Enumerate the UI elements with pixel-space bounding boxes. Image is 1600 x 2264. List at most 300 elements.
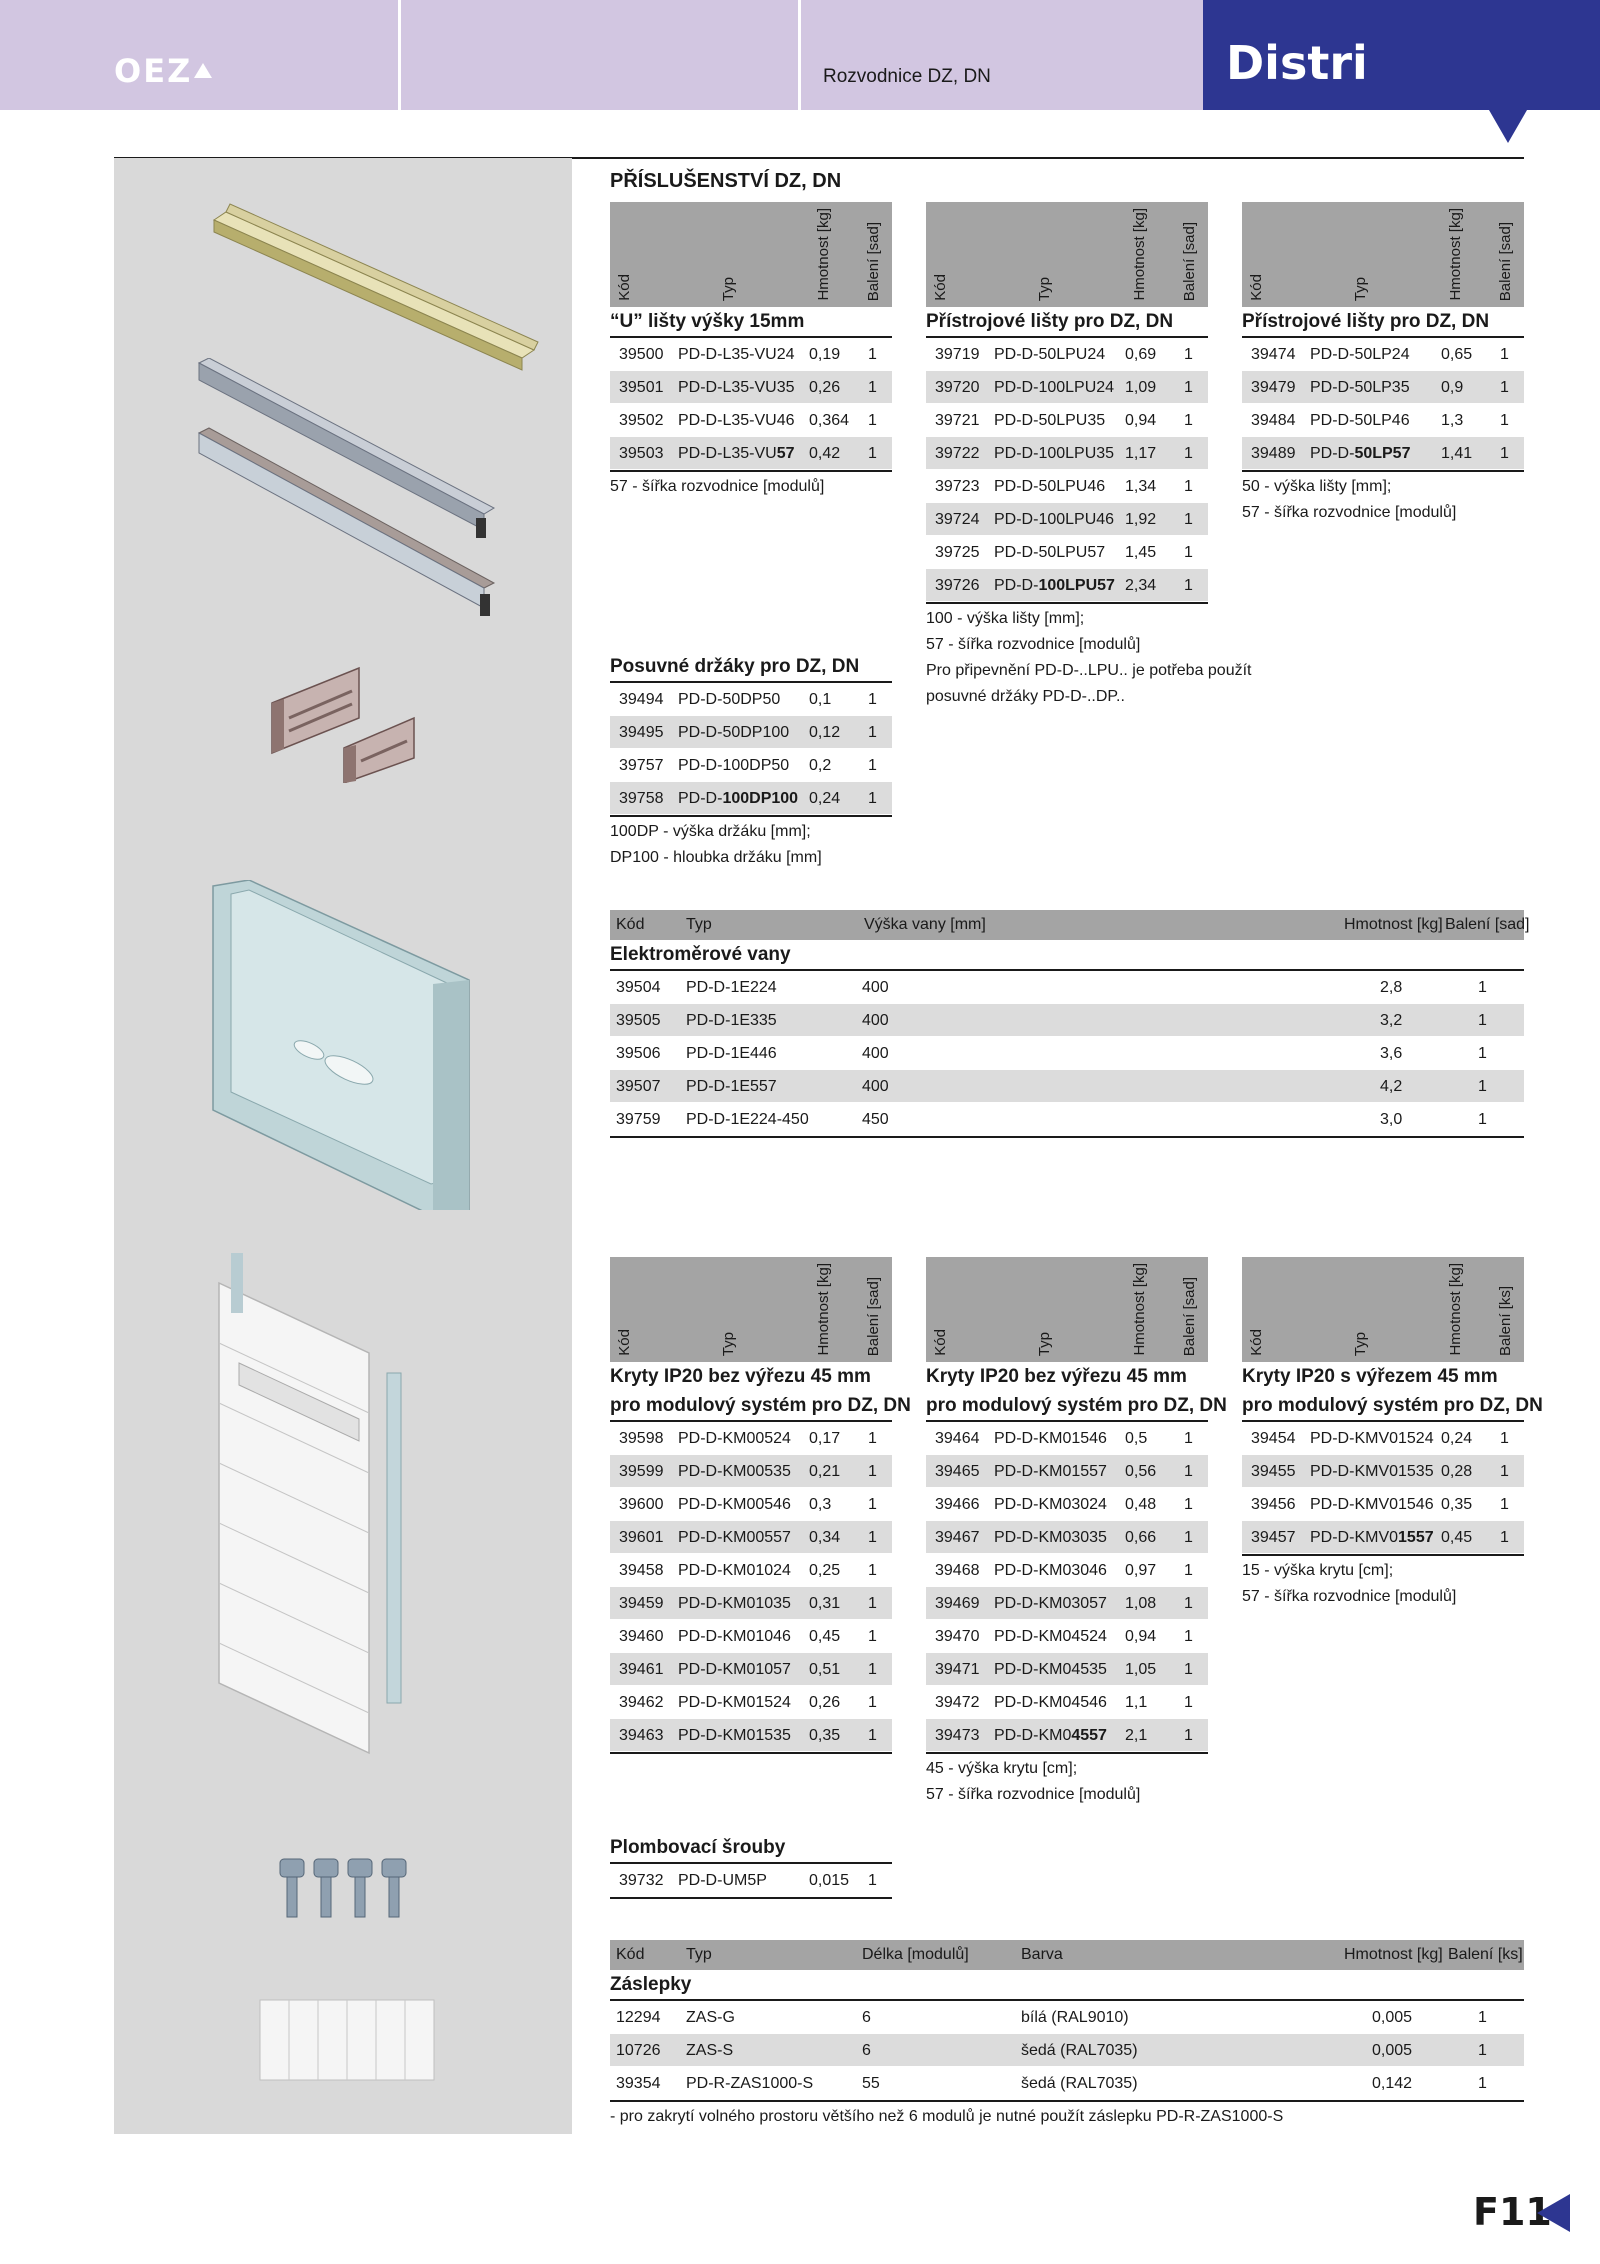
cell-hmotnost: 0,9 <box>1441 379 1464 396</box>
cell-typ: PD-D-1E335 <box>686 1012 777 1029</box>
table-row <box>610 1554 892 1587</box>
page-pointer-icon <box>1537 2194 1570 2232</box>
cell-typ <box>678 437 794 470</box>
cell-typ-highlight: 4557 <box>1071 1727 1107 1744</box>
table-row <box>926 1422 1208 1455</box>
cell-typ-prefix: PD-D-L35-VU35 <box>678 379 795 396</box>
cell-typ <box>678 1587 791 1620</box>
table-caption-line2: pro modulový systém pro DZ, DN <box>610 1391 892 1422</box>
cell-typ-prefix: PD-D-KM04524 <box>994 1628 1107 1645</box>
cell-typ-prefix: PD-D-KM01535 <box>678 1727 791 1744</box>
cell-typ <box>994 470 1105 503</box>
table-note: posuvné držáky PD-D-..DP.. <box>926 688 1125 705</box>
cell-baleni: 1 <box>1184 544 1193 561</box>
cell-typ: ZAS-G <box>686 2009 735 2026</box>
cell-kod: 39474 <box>1251 346 1296 363</box>
cell-baleni: 1 <box>868 1463 877 1480</box>
cell-baleni: 1 <box>1478 1012 1487 1029</box>
table-row <box>926 1620 1208 1653</box>
cell-kod: 39600 <box>619 1496 664 1513</box>
cell-baleni: 1 <box>868 379 877 396</box>
cell-hmotnost: 0,26 <box>809 1694 841 1711</box>
table-row <box>1242 371 1524 404</box>
cell-kod: 39601 <box>619 1529 664 1546</box>
oez-logo <box>114 52 212 90</box>
cell-baleni: 1 <box>1184 1661 1193 1678</box>
table-row <box>926 569 1208 602</box>
cell-hmotnost: 0,005 <box>1372 2009 1413 2026</box>
table-row <box>610 338 892 371</box>
cell-kod: 39495 <box>619 724 664 741</box>
cell-baleni: 1 <box>1500 346 1509 363</box>
cell-typ <box>678 1686 791 1719</box>
col-hmotnost: Hmotnost [kg] <box>1447 208 1464 301</box>
cell-typ-prefix: PD-D-KMV0 <box>1310 1529 1399 1546</box>
table-row <box>610 404 892 437</box>
cell-baleni: 1 <box>868 445 877 462</box>
cell-typ-prefix: PD-D-UM5P <box>678 1872 767 1889</box>
col-baleni: Balení [sad] <box>1445 916 1530 933</box>
table-row <box>926 1719 1208 1752</box>
table-caption: Přístrojové lišty pro DZ, DN <box>926 307 1208 338</box>
cell-typ <box>994 1422 1107 1455</box>
cell-typ: PD-D-1E224-450 <box>686 1111 809 1128</box>
cell-typ <box>678 683 780 716</box>
table-header <box>926 202 1208 307</box>
cell-typ-prefix: PD-D-KM03035 <box>994 1529 1107 1546</box>
cell-kod: 39469 <box>935 1595 980 1612</box>
cell-hmotnost: 0,66 <box>1125 1529 1157 1546</box>
cell-kod: 39506 <box>616 1045 661 1062</box>
col-hmotnost: Hmotnost [kg] <box>1344 916 1443 933</box>
table-note: 100 - výška lišty [mm]; <box>926 610 1085 627</box>
cell-hmotnost: 0,17 <box>809 1430 841 1447</box>
cell-hmotnost: 1,1 <box>1125 1694 1148 1711</box>
header-divider <box>398 0 401 110</box>
cell-hmotnost: 2,34 <box>1125 577 1157 594</box>
cell-kod: 39464 <box>935 1430 980 1447</box>
table-header <box>610 910 1530 940</box>
cell-typ <box>994 1653 1107 1686</box>
col-typ: Typ <box>1352 1331 1369 1356</box>
cell-typ <box>678 1653 791 1686</box>
col-vyska: Výška vany [mm] <box>864 916 986 933</box>
cell-kod: 39455 <box>1251 1463 1296 1480</box>
cell-hmotnost: 1,3 <box>1441 412 1464 429</box>
table-note: DP100 - hloubka držáku [mm] <box>610 849 822 866</box>
cell-typ <box>678 404 794 437</box>
cell-typ <box>1310 1422 1434 1455</box>
cell-typ-highlight: 100DP100 <box>722 790 799 807</box>
table-row <box>926 1587 1208 1620</box>
cell-kod: 10726 <box>616 2042 661 2059</box>
table-note: 15 - výška krytu [cm]; <box>1242 1562 1394 1579</box>
cell-kod: 39468 <box>935 1562 980 1579</box>
cell-typ <box>678 716 789 749</box>
table-row <box>1242 404 1524 437</box>
sealing-screws-image <box>274 1855 434 1935</box>
table-end-rule <box>1242 1554 1524 1556</box>
cell-kod: 39504 <box>616 979 661 996</box>
cell-typ <box>994 503 1114 536</box>
cell-typ <box>994 1620 1107 1653</box>
cell-kod: 39758 <box>619 790 664 807</box>
table-row <box>610 2067 1524 2100</box>
col-typ: Typ <box>686 916 712 933</box>
cell-kod: 39484 <box>1251 412 1296 429</box>
cell-typ-prefix: PD-D-50LPU35 <box>994 412 1106 429</box>
cell-kod: 39456 <box>1251 1496 1296 1513</box>
cell-kod: 39726 <box>935 577 980 594</box>
cell-typ <box>678 1719 791 1752</box>
cell-hmotnost: 0,26 <box>809 379 841 396</box>
col-baleni: Balení [sad] <box>865 221 882 301</box>
table-end-rule <box>610 470 892 472</box>
cell-typ-prefix: PD-D-50LP35 <box>1310 379 1410 396</box>
table-row <box>926 1686 1208 1719</box>
cell-kod: 39722 <box>935 445 980 462</box>
cell-kod: 39473 <box>935 1727 980 1744</box>
cell-vyska: 400 <box>862 1045 889 1062</box>
cell-vyska: 450 <box>862 1111 889 1128</box>
page-number: F11 <box>1473 2190 1552 2234</box>
col-kod: Kód <box>616 916 645 933</box>
cell-barva: bílá (RAL9010) <box>1021 2009 1129 2026</box>
table-caption: Přístrojové lišty pro DZ, DN <box>1242 307 1524 338</box>
table-row <box>926 1488 1208 1521</box>
cell-hmotnost: 0,51 <box>809 1661 841 1678</box>
table-row <box>926 1554 1208 1587</box>
table-caption: Posuvné držáky pro DZ, DN <box>610 652 892 683</box>
table-body <box>610 971 1524 1136</box>
cell-baleni: 1 <box>868 1562 877 1579</box>
cell-hmotnost: 1,17 <box>1125 445 1157 462</box>
cell-baleni: 1 <box>868 346 877 363</box>
table-body <box>610 1422 892 1752</box>
cell-kod: 39721 <box>935 412 980 429</box>
cell-typ: PD-D-1E224 <box>686 979 777 996</box>
cell-typ-highlight: 57 <box>776 445 795 462</box>
col-baleni: Balení [sad] <box>1181 1276 1198 1356</box>
cell-typ <box>1310 404 1410 437</box>
table-body <box>610 2001 1524 2100</box>
cell-typ: PD-R-ZAS1000-S <box>686 2075 814 2092</box>
cell-typ <box>994 1455 1107 1488</box>
cell-kod: 39507 <box>616 1078 661 1095</box>
col-hmotnost: Hmotnost [kg] <box>815 1263 832 1356</box>
table-row <box>1242 437 1524 470</box>
table-covers-a <box>610 1257 911 1754</box>
col-baleni: Balení [ks] <box>1497 1285 1514 1356</box>
cell-typ-prefix: PD-D-KM01557 <box>994 1463 1107 1480</box>
cell-typ-prefix: PD-D-KM03024 <box>994 1496 1107 1513</box>
col-typ: Typ <box>720 276 737 301</box>
cell-kod: 39732 <box>619 1872 664 1889</box>
cell-kod: 39454 <box>1251 1430 1296 1447</box>
cell-typ <box>678 371 794 404</box>
table-note: 57 - šířka rozvodnice [modulů] <box>1242 1588 1457 1605</box>
table-row <box>610 1004 1524 1037</box>
table-u-rails <box>610 202 892 500</box>
table-row <box>610 1620 892 1653</box>
cell-baleni: 1 <box>868 1430 877 1447</box>
cell-hmotnost: 1,05 <box>1125 1661 1157 1678</box>
cell-typ <box>994 404 1105 437</box>
cell-typ: PD-D-1E557 <box>686 1078 777 1095</box>
cell-typ <box>1310 338 1410 371</box>
table-row <box>610 1103 1524 1136</box>
cell-vyska: 400 <box>862 1078 889 1095</box>
cell-typ-prefix: PD-D-KM01046 <box>678 1628 791 1645</box>
cell-typ-prefix: PD-D-KM01057 <box>678 1661 791 1678</box>
cell-kod: 39461 <box>619 1661 664 1678</box>
cell-hmotnost: 0,24 <box>809 790 841 807</box>
cell-hmotnost: 0,005 <box>1372 2042 1413 2059</box>
table-note: 50 - výška lišty [mm]; <box>1242 478 1392 495</box>
table-end-rule <box>610 1752 892 1754</box>
cell-typ <box>994 338 1105 371</box>
table-row <box>610 1686 892 1719</box>
cell-baleni: 1 <box>1184 478 1193 495</box>
table-row <box>610 716 892 749</box>
cell-baleni: 1 <box>868 790 877 807</box>
cell-baleni: 1 <box>1184 1529 1193 1546</box>
cell-typ-prefix: PD-D-KM00524 <box>678 1430 791 1447</box>
cell-typ-highlight: 1557 <box>1398 1529 1434 1546</box>
cell-kod: 39463 <box>619 1727 664 1744</box>
cell-typ <box>1310 371 1410 404</box>
cell-baleni: 1 <box>1500 412 1509 429</box>
logo-triangle-icon <box>194 63 212 78</box>
cell-typ <box>678 749 789 782</box>
col-kod: Kód <box>932 1329 949 1356</box>
cell-hmotnost: 0,24 <box>1441 1430 1473 1447</box>
table-row <box>610 971 1524 1004</box>
table-row <box>926 437 1208 470</box>
cell-typ-prefix: PD-D-KM0 <box>994 1727 1072 1744</box>
cell-hmotnost: 0,65 <box>1441 346 1473 363</box>
cell-typ-highlight: 100LPU57 <box>1038 577 1115 594</box>
cell-kod: 39479 <box>1251 379 1296 396</box>
cell-typ <box>994 371 1114 404</box>
table-note: - pro zakrytí volného prostoru většího než 6 modulů je nutné použít záslepku PD-R-ZAS1000-S <box>610 2108 1284 2125</box>
cell-typ-prefix: PD-D-100LPU35 <box>994 445 1115 462</box>
cell-typ-prefix: PD-D-L35-VU46 <box>678 412 795 429</box>
cell-hmotnost: 1,45 <box>1125 544 1157 561</box>
cell-baleni: 1 <box>1478 1078 1487 1095</box>
table-body <box>1242 1422 1524 1554</box>
table-row <box>610 1653 892 1686</box>
cell-kod: 39720 <box>935 379 980 396</box>
cell-typ <box>994 437 1114 470</box>
cell-vyska: 400 <box>862 979 889 996</box>
table-row <box>926 338 1208 371</box>
cell-baleni: 1 <box>1500 1430 1509 1447</box>
cell-typ-prefix: PD-D-KM03057 <box>994 1595 1107 1612</box>
cell-hmotnost: 0,364 <box>809 412 850 429</box>
table-row <box>610 437 892 470</box>
cell-kod: 39458 <box>619 1562 664 1579</box>
cell-typ-prefix: PD-D-100LPU46 <box>994 511 1115 528</box>
cell-baleni: 1 <box>868 1496 877 1513</box>
cell-hmotnost: 0,015 <box>809 1872 850 1889</box>
cell-typ-prefix: PD-D-KM00535 <box>678 1463 791 1480</box>
cell-delka: 6 <box>862 2042 871 2059</box>
cell-typ-prefix: PD-D-KMV01535 <box>1310 1463 1434 1480</box>
cell-baleni: 1 <box>1184 1628 1193 1645</box>
cell-kod: 39462 <box>619 1694 664 1711</box>
cell-hmotnost: 3,6 <box>1380 1045 1403 1062</box>
cell-hmotnost: 0,94 <box>1125 412 1157 429</box>
cell-typ-prefix: PD-D-100LPU24 <box>994 379 1115 396</box>
col-kod: Kód <box>932 274 949 301</box>
table-row <box>926 1455 1208 1488</box>
cell-baleni: 1 <box>1184 1562 1193 1579</box>
table-sliding-brackets <box>610 652 892 871</box>
cell-hmotnost: 0,56 <box>1125 1463 1157 1480</box>
cell-typ-prefix: PD-D-100DP50 <box>678 757 790 774</box>
cell-hmotnost: 1,92 <box>1125 511 1157 528</box>
cell-kod: 39719 <box>935 346 980 363</box>
cell-baleni: 1 <box>1184 1463 1193 1480</box>
cell-baleni: 1 <box>1184 445 1193 462</box>
cell-baleni: 1 <box>1478 2009 1487 2026</box>
col-kod: Kód <box>616 1946 645 1963</box>
cell-hmotnost: 0,69 <box>1125 346 1157 363</box>
table-body <box>926 1422 1208 1752</box>
cell-hmotnost: 0,1 <box>809 691 832 708</box>
cell-kod: 12294 <box>616 2009 661 2026</box>
table-row <box>926 470 1208 503</box>
cell-hmotnost: 3,0 <box>1380 1111 1403 1128</box>
table-caption: Kryty IP20 bez výřezu 45 mm <box>926 1366 1187 1387</box>
col-hmotnost: Hmotnost [kg] <box>1447 1263 1464 1356</box>
cell-baleni: 1 <box>1184 1694 1193 1711</box>
cell-kod: 39494 <box>619 691 664 708</box>
table-row <box>926 404 1208 437</box>
cell-kod: 39467 <box>935 1529 980 1546</box>
cell-kod: 39465 <box>935 1463 980 1480</box>
table-header <box>610 202 892 307</box>
cell-hmotnost: 1,09 <box>1125 379 1157 396</box>
cell-typ <box>1310 1488 1434 1521</box>
table-row <box>1242 1488 1524 1521</box>
cell-hmotnost: 0,48 <box>1125 1496 1157 1513</box>
table-body <box>610 1864 892 1897</box>
table-blanking <box>610 1940 1524 2130</box>
cell-typ: PD-D-1E446 <box>686 1045 777 1062</box>
table-row <box>610 749 892 782</box>
table-row <box>926 1521 1208 1554</box>
cell-typ <box>678 782 798 815</box>
table-meter-tubs <box>610 910 1530 1138</box>
cell-typ-prefix: PD-D-50LP46 <box>1310 412 1410 429</box>
cell-kod: 39725 <box>935 544 980 561</box>
cell-typ <box>994 1488 1107 1521</box>
col-delka: Délka [modulů] <box>862 1946 969 1963</box>
table-row <box>610 1037 1524 1070</box>
table-note: 57 - šířka rozvodnice [modulů] <box>610 478 825 495</box>
cell-vyska: 400 <box>862 1012 889 1029</box>
cell-kod: 39505 <box>616 1012 661 1029</box>
cell-baleni: 1 <box>1184 346 1193 363</box>
cell-baleni: 1 <box>868 1529 877 1546</box>
table-note: 100DP - výška držáku [mm]; <box>610 823 811 840</box>
cell-typ <box>678 338 794 371</box>
cell-typ <box>994 536 1105 569</box>
cell-typ-prefix: PD-D-KM03046 <box>994 1562 1107 1579</box>
table-row <box>1242 1521 1524 1554</box>
cell-typ <box>678 1554 791 1587</box>
cell-typ <box>994 569 1115 602</box>
table-body <box>610 338 892 470</box>
section-title: Distri <box>1226 36 1368 90</box>
logo-text: OEZ <box>114 52 193 90</box>
din-rail-image <box>194 358 534 618</box>
cell-kod: 39457 <box>1251 1529 1296 1546</box>
cell-hmotnost: 0,5 <box>1125 1430 1148 1447</box>
cell-kod: 39460 <box>619 1628 664 1645</box>
cell-hmotnost: 0,35 <box>809 1727 841 1744</box>
cell-baleni: 1 <box>868 1872 877 1889</box>
table-row <box>610 1521 892 1554</box>
table-caption: Plombovací šrouby <box>610 1833 892 1864</box>
table-covers-b <box>926 1257 1227 1808</box>
cell-baleni: 1 <box>1500 1529 1509 1546</box>
cell-hmotnost: 0,34 <box>809 1529 841 1546</box>
table-header <box>610 1940 1524 1970</box>
cell-typ-prefix: PD-D- <box>1310 445 1355 462</box>
table-row <box>610 782 892 815</box>
cell-baleni: 1 <box>1478 1045 1487 1062</box>
u-rail-image <box>204 200 544 380</box>
table-body <box>1242 338 1524 470</box>
cell-hmotnost: 2,8 <box>1380 979 1403 996</box>
cell-typ-prefix: PD-D-KMV01524 <box>1310 1430 1434 1447</box>
table-row <box>1242 1455 1524 1488</box>
col-typ: Typ <box>1036 276 1053 301</box>
cell-hmotnost: 1,08 <box>1125 1595 1157 1612</box>
table-header <box>1242 1257 1524 1362</box>
cell-typ <box>678 1620 791 1653</box>
cell-typ <box>678 1488 791 1521</box>
cell-hmotnost: 0,42 <box>809 445 841 462</box>
col-typ: Typ <box>686 1946 712 1963</box>
cell-hmotnost: 0,19 <box>809 346 841 363</box>
table-end-rule <box>610 815 892 817</box>
cell-baleni: 1 <box>1184 1727 1193 1744</box>
header-divider <box>798 0 801 110</box>
cell-typ <box>678 1455 791 1488</box>
table-row <box>610 1488 892 1521</box>
cell-hmotnost: 0,97 <box>1125 1562 1157 1579</box>
cell-kod: 39470 <box>935 1628 980 1645</box>
col-hmotnost: Hmotnost [kg] <box>1131 208 1148 301</box>
cell-baleni: 1 <box>868 412 877 429</box>
cell-typ <box>994 1521 1107 1554</box>
cell-baleni: 1 <box>1184 379 1193 396</box>
cell-baleni: 1 <box>1184 1496 1193 1513</box>
table-row <box>926 1653 1208 1686</box>
cell-baleni: 1 <box>1184 511 1193 528</box>
cell-baleni: 1 <box>1184 1430 1193 1447</box>
cell-typ-prefix: PD-D-KMV01546 <box>1310 1496 1434 1513</box>
col-typ: Typ <box>720 1331 737 1356</box>
sliding-bracket-image <box>264 663 434 783</box>
col-hmotnost: Hmotnost [kg] <box>1131 1263 1148 1356</box>
cell-typ <box>994 1686 1107 1719</box>
cell-baleni: 1 <box>868 1661 877 1678</box>
